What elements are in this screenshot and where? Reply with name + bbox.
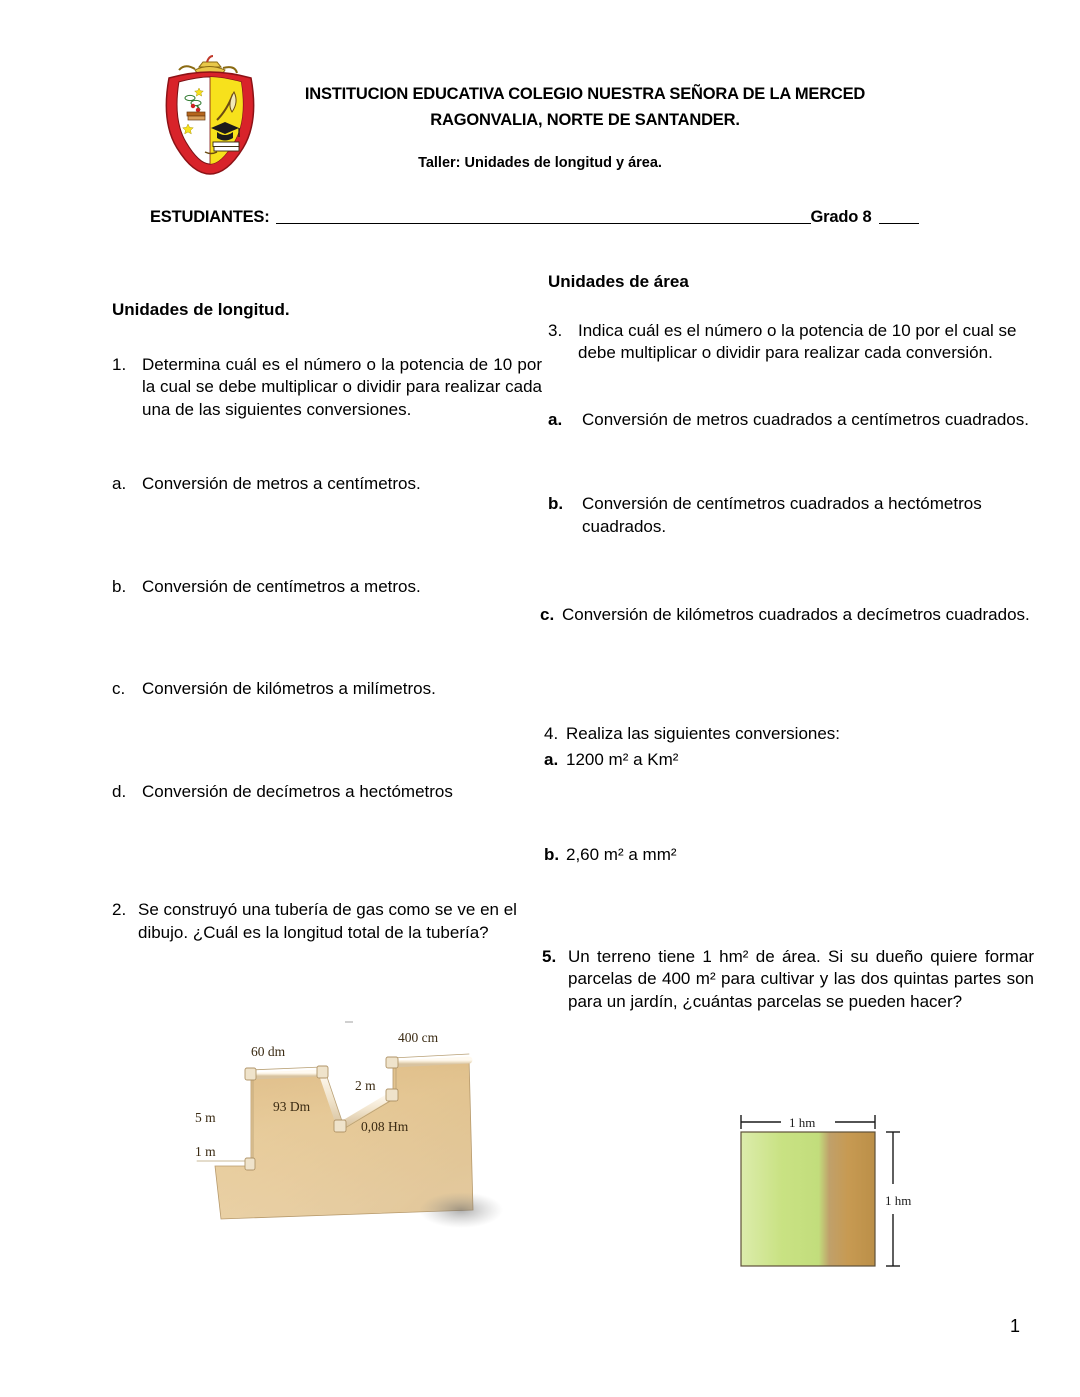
question-3-item-a-marker: a.	[548, 409, 563, 429]
question-3-item-b	[548, 493, 1034, 538]
question-1-item-d-marker: d.	[112, 781, 127, 801]
institution-name-line1: INSTITUCION EDUCATIVA COLEGIO NUESTRA SEÑORA DE LA MERCED	[304, 85, 866, 103]
question-1-item-a	[112, 473, 542, 495]
question-5-marker: 5.	[542, 946, 557, 966]
question-3-marker: 3.	[548, 321, 563, 340]
question-4	[544, 723, 1034, 745]
question-1-item-a-marker: a.	[112, 474, 127, 494]
institution-titles	[265, 82, 905, 133]
question-3-item-a-text: Conversión de metros cuadrados a centímetros cuadrados.	[582, 409, 1029, 429]
worksheet-title: Taller: Unidades de longitud y área.	[418, 155, 662, 171]
question-4-item-b-text: 2,60 m² a mm²	[566, 844, 677, 864]
question-3-item-b-text: Conversión de centímetros cuadrados a hectómetros cuadrados.	[582, 494, 982, 536]
question-1-item-d-text: Conversión de decímetros a hectómetros	[142, 781, 453, 801]
question-4-item-a-marker: a.	[544, 750, 559, 770]
pipe-label-400cm: 400 cm	[398, 1030, 439, 1045]
question-1-item-c-marker: c.	[112, 679, 126, 699]
pipe-label-5m: 5 m	[195, 1110, 216, 1125]
left-column	[112, 300, 542, 944]
question-4-item-b	[544, 844, 1034, 866]
pipe-label-60dm: 60 dm	[251, 1044, 286, 1059]
students-field-row	[150, 208, 940, 227]
question-1-text: Determina cuál es el número o la potencia de 10 por la cual se debe multiplicar o dividir para realizar cada una de las siguientes conversiones.	[142, 355, 542, 419]
question-3-item-a	[548, 409, 1034, 431]
question-1-item-c-text: Conversión de kilómetros a milímetros.	[142, 679, 436, 699]
question-1-marker: 1.	[112, 355, 127, 374]
question-2-marker: 2.	[112, 900, 127, 920]
question-1-item-b	[112, 576, 542, 598]
land-width-label: 1 hm	[789, 1115, 816, 1130]
pipe-label-2m: 2 m	[355, 1078, 376, 1093]
question-1-item-b-text: Conversión de centímetros a metros.	[142, 576, 421, 596]
land-height-label: 1 hm	[885, 1193, 912, 1208]
one-hectometer-land-square	[727, 1104, 927, 1284]
question-5-text: Un terreno tiene 1 hm² de área. Si su dueño quiere formar parcelas de 400 m² para cultivar y las dos quintas partes son para un jardín, ¿cuántas parcelas se pueden hacer?	[568, 946, 1034, 1011]
right-column	[540, 272, 1034, 1013]
section-title-length: Unidades de longitud.	[112, 300, 290, 319]
grade-label: Grado 8	[810, 208, 872, 226]
question-4-item-b-marker: b.	[544, 844, 560, 864]
question-3-item-c-text: Conversión de kilómetros cuadrados a decímetros cuadrados.	[562, 605, 1030, 625]
question-3-item-c	[540, 604, 1034, 626]
question-1-item-d	[112, 781, 542, 803]
gas-pipe-terrain-diagram	[193, 1014, 503, 1250]
question-1-item-b-marker: b.	[112, 576, 127, 596]
question-4-item-a	[544, 749, 1034, 771]
question-4-item-a-text: 1200 m² a Km²	[566, 750, 679, 770]
question-3	[548, 320, 1034, 365]
section-title-area: Unidades de área	[548, 272, 689, 291]
question-1-item-c	[112, 678, 542, 700]
question-1-item-a-text: Conversión de metros a centímetros.	[142, 474, 421, 494]
page-number: 1	[1009, 1316, 1020, 1336]
question-1	[112, 354, 542, 421]
question-5	[542, 946, 1034, 1013]
institution-name-line2: RAGONVALIA, NORTE DE SANTANDER.	[430, 110, 740, 129]
grade-blank-line[interactable]	[879, 223, 919, 224]
pipe-label-93dm: 93 Dm	[273, 1099, 311, 1114]
students-name-blank-line[interactable]	[276, 223, 811, 224]
question-4-text: Realiza las siguientes conversiones:	[566, 723, 841, 743]
students-label: ESTUDIANTES:	[150, 208, 270, 226]
question-3-item-c-marker: c.	[540, 605, 555, 625]
question-4-marker: 4.	[544, 723, 559, 743]
question-3-text: Indica cuál es el número o la potencia de 10 por el cual se debe multiplicar o dividir para realizar cada conversión.	[578, 321, 1017, 363]
question-3-item-b-marker: b.	[548, 494, 564, 514]
question-2-text: Se construyó una tubería de gas como se ve en el dibujo. ¿Cuál es la longitud total de la tubería?	[138, 900, 517, 942]
pipe-label-1m: 1 m	[195, 1144, 216, 1159]
question-2	[112, 899, 542, 944]
pipe-label-008hm: 0,08 Hm	[361, 1119, 409, 1134]
